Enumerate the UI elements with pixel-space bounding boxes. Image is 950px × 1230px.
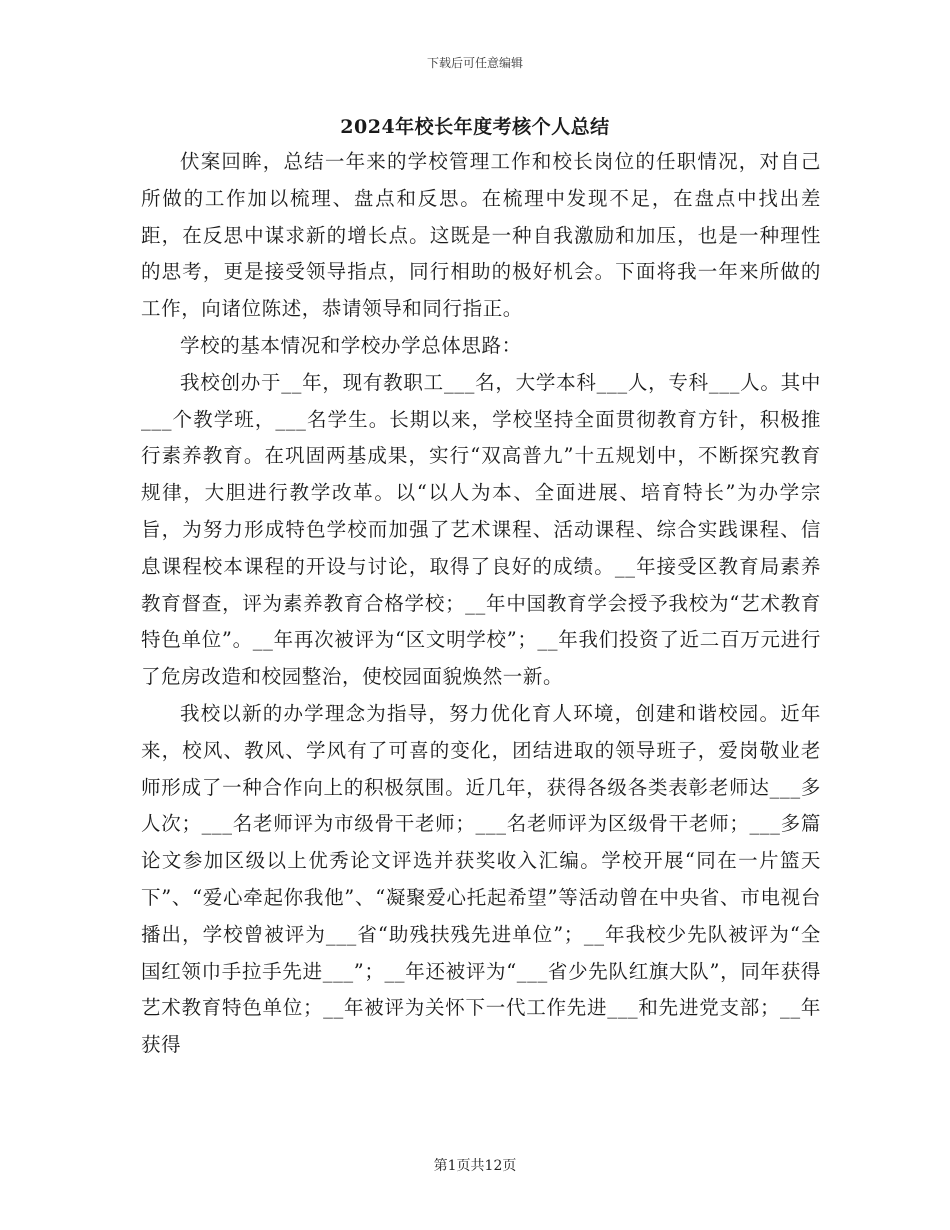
document-body [141, 144, 821, 1064]
header-note: 下载后可任意编辑 [426, 56, 523, 70]
page-indicator: 第1页共12页 [433, 1158, 517, 1174]
paragraph-1: 伏案回眸，总结一年来的学校管理工作和校长岗位的任职情况，对自己所做的工作加以梳理、盘点和反思。在梳理中发现不足，在盘点中找出差距，在反思中谋求新的增长点。这既是一种自我激励和加压，也是一种理性的思考，更是接受领导指点，同行相助的极好机会。下面将我一年来所做的工作，向诸位陈述，恭请领导和同行指正。 [141, 150, 821, 321]
paragraph-4: 我校以新的办学理念为指导，努力优化育人环境，创建和谐校园。近年来，校风、教风、学风有了可喜的变化，团结进取的领导班子，爱岗敬业老师形成了一种合作向上的积极氛围。近几年，获得各级各类表彰老师达___多人次；___名老师评为市级骨干老师；___名老师评为区级骨干老师；___多篇论文参加区级以上优秀论文评选并获奖收入汇编。学校开展“同在一片篮天下”、“爱心牵起你我他”、“凝聚爱心托起希望”等活动曾在中央省、市电视台播出，学校曾被评为___省“助残扶残先进单位”；__年我校少先队被评为“全国红领巾手拉手先进___”；__年还被评为“___省少先队红旗大队”，同年获得艺术教育特色单位；__年被评为关怀下一代工作先进___和先进党支部；__年获得 [141, 701, 821, 1057]
document-title: 2024年校长年度考核个人总结 [340, 116, 610, 138]
paragraph-3: 我校创办于__年，现有教职工___名，大学本科___人，专科___人。其中___个教学班，___名学生。长期以来，学校坚持全面贯彻教育方针，积极推行素养教育。在巩固两基成果，实行“双高普九”十五规划中，不断探究教育规律，大胆进行教学改革。以“以人为本、全面进展、培育特长”为办学宗旨，为努力形成特色学校而加强了艺术课程、活动课程、综合实践课程、信息课程校本课程的开设与讨论，取得了良好的成绩。__年接受区教育局素养教育督查，评为素养教育合格学校；__年中国教育学会授予我校为“艺术教育特色单位”。__年再次被评为“区文明学校”；__年我们投资了近二百万元进行了危房改造和校园整治，使校园面貌焕然一新。 [141, 370, 821, 689]
paragraph-2: 学校的基本情况和学校办学总体思路： [180, 333, 522, 357]
